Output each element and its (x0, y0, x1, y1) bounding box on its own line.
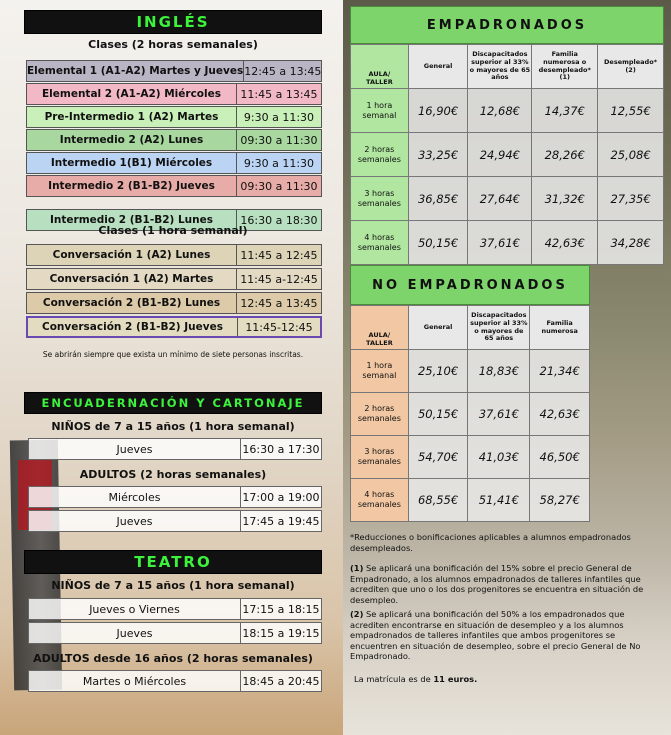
encuadernacion-kids-name: Jueves (29, 439, 241, 459)
bonificacion-note-2 (350, 609, 664, 662)
ingles-class-row (26, 83, 322, 105)
no-empadronados-price: 42,63€ (530, 393, 590, 436)
ingles-class-time: 09:30 a 11:30 (240, 133, 318, 147)
ingles-conversation-time: 11:45 a-12:45 (240, 272, 318, 286)
empadronados-row (351, 89, 664, 133)
ingles-conversation-time: 11:45 a 12:45 (240, 248, 318, 262)
encuadernacion-adults-name: Miércoles (29, 487, 241, 507)
empadronados-row-label: 2 horas semanales (351, 133, 409, 177)
empadronados-header-cell: Familia numerosa o desempleado* (1) (532, 45, 598, 89)
empadronados-price: 34,28€ (598, 221, 664, 265)
no-empadronados-price: 50,15€ (408, 393, 468, 436)
ingles-class-time: 12:45 a 13:45 (244, 64, 322, 78)
ingles-class-time: 11:45 a 13:45 (240, 87, 318, 101)
ingles-class-time: 9:30 a 11:30 (243, 110, 315, 124)
no-empadronados-title-text: NO EMPADRONADOS (372, 277, 568, 293)
no-empadronados-price: 25,10€ (408, 350, 468, 393)
empadronados-row (351, 177, 664, 221)
empadronados-price: 28,26€ (532, 133, 598, 177)
teatro-kids-time: 17:15 a 18:15 (242, 602, 320, 616)
ingles-class-name: Elemental 1 (A1-A2) Martes y Jueves (27, 61, 244, 81)
note-2-number: (2) (350, 609, 364, 619)
no-empadronados-row-label: 4 horas semanales (351, 479, 409, 522)
empadronados-price: 14,37€ (532, 89, 598, 133)
ingles-class-time: 16:30 a 18:30 (240, 213, 318, 227)
teatro-kids-label: NIÑOS de 7 a 15 años (1 hora semanal) (51, 579, 295, 592)
empadronados-price: 24,94€ (468, 133, 532, 177)
no-empadronados-row-label: 1 hora semanal (351, 350, 409, 393)
empadronados-price: 37,61€ (468, 221, 532, 265)
no-empadronados-price: 21,34€ (530, 350, 590, 393)
ingles-conversation-name: Conversación 1 (A2) Martes (27, 269, 237, 289)
empadronados-price: 27,35€ (598, 177, 664, 221)
ingles-conversation-name: Conversación 2 (B1-B2) Lunes (27, 293, 237, 313)
teatro-kids-time: 18:15 a 19:15 (242, 626, 320, 640)
empadronados-price: 16,90€ (408, 89, 468, 133)
no-empadronados-header-cell: Familia numerosa (530, 306, 590, 350)
empadronados-table (350, 44, 664, 265)
teatro-header (24, 550, 322, 574)
empadronados-title-text: EMPADRONADOS (426, 17, 588, 33)
no-empadronados-title (350, 265, 590, 305)
ingles-subtitle-2h: Clases (2 horas semanales) (88, 38, 258, 51)
matricula-note (354, 674, 664, 685)
ingles-class-name: Intermedio 2 (B1-B2) Jueves (27, 176, 237, 196)
ingles-class-row (26, 60, 322, 82)
no-empadronados-price: 54,70€ (408, 436, 468, 479)
teatro-adults-row (28, 670, 322, 692)
empadronados-price: 12,68€ (468, 89, 532, 133)
empadronados-header-cell: Desempleado* (2) (598, 45, 664, 89)
empadronados-price: 12,55€ (598, 89, 664, 133)
ingles-class-time: 09:30 a 11:30 (240, 179, 318, 193)
empadronados-price: 50,15€ (408, 221, 468, 265)
ingles-conversation-time: 12:45 a 13:45 (240, 296, 318, 310)
no-empadronados-row (351, 350, 590, 393)
encuadernacion-header (24, 392, 322, 414)
no-empadronados-price: 41,03€ (468, 436, 530, 479)
note-1-text: Se aplicará una bonificación del 15% sobre el precio General de Empadronado, a los alumnos empadronados de talleres infantiles que acrediten que uno o los dos progenitores se encuentra en situación de desempleo. (350, 563, 644, 605)
ingles-class-row (26, 175, 322, 197)
encuadernacion-adults-name: Jueves (29, 511, 241, 531)
teatro-adults-label: ADULTOS desde 16 años (2 horas semanales) (33, 652, 313, 665)
matricula-value: 11 euros. (433, 674, 478, 684)
matricula-prefix: La matrícula es de (354, 674, 434, 684)
teatro-kids-row (28, 622, 322, 644)
encuadernacion-adults-row (28, 510, 322, 532)
ingles-class-name: Intermedio 1(B1) Miércoles (27, 153, 237, 173)
teatro-adults-name: Martes o Miércoles (29, 671, 241, 691)
ingles-class-name: Pre-Intermedio 1 (A2) Martes (27, 107, 237, 127)
ingles-class-row (26, 129, 322, 151)
empadronados-row-label: 3 horas semanales (351, 177, 409, 221)
ingles-conversation-time: 11:45-12:45 (245, 320, 313, 334)
encuadernacion-adults-time: 17:45 a 19:45 (242, 514, 320, 528)
empadronados-row (351, 133, 664, 177)
no-empadronados-header-cell: AULA/ TALLER (351, 306, 409, 350)
ingles-conversation-row (26, 268, 322, 290)
empadronados-row-label: 1 hora semanal (351, 89, 409, 133)
ingles-subtitle-1h: Clases (1 hora semanal) (98, 224, 248, 237)
no-empadronados-price: 46,50€ (530, 436, 590, 479)
teatro-title: TEATRO (134, 553, 212, 571)
no-empadronados-row (351, 393, 590, 436)
ingles-class-row (26, 152, 322, 174)
no-empadronados-table (350, 305, 590, 522)
reducciones-note: *Reducciones o bonificaciones aplicables a alumnos empadronados desempleados. (350, 532, 631, 553)
empadronados-header-cell: General (408, 45, 468, 89)
no-empadronados-price: 58,27€ (530, 479, 590, 522)
no-empadronados-row-label: 3 horas semanales (351, 436, 409, 479)
ingles-conversation-name: Conversación 1 (A2) Lunes (27, 245, 237, 265)
empadronados-header-row (351, 45, 664, 89)
ingles-title: INGLÉS (136, 13, 210, 31)
ingles-header (24, 10, 322, 34)
empadronados-price: 42,63€ (532, 221, 598, 265)
ingles-conversation-row (26, 244, 322, 266)
encuadernacion-adults-time: 17:00 a 19:00 (242, 490, 320, 504)
encuadernacion-adults-row (28, 486, 322, 508)
empadronados-price: 36,85€ (408, 177, 468, 221)
ingles-conversation-row (26, 292, 322, 314)
ingles-class-time: 9:30 a 11:30 (243, 156, 315, 170)
ingles-class-row (26, 106, 322, 128)
no-empadronados-price: 18,83€ (468, 350, 530, 393)
ingles-class-name: Elemental 2 (A1-A2) Miércoles (27, 84, 237, 104)
empadronados-price: 33,25€ (408, 133, 468, 177)
no-empadronados-header-cell: Discapacitados superior al 33% o mayores de 65 años (468, 306, 530, 350)
no-empadronados-price: 51,41€ (468, 479, 530, 522)
no-empadronados-price: 68,55€ (408, 479, 468, 522)
teatro-kids-name: Jueves o Viernes (29, 599, 241, 619)
encuadernacion-kids-label: NIÑOS de 7 a 15 años (1 hora semanal) (51, 420, 295, 433)
bonificacion-note-1 (350, 563, 664, 605)
no-empadronados-price: 37,61€ (468, 393, 530, 436)
empadronados-price: 25,08€ (598, 133, 664, 177)
empadronados-header-cell: Discapacitados superior al 33% o mayores de 65 años (468, 45, 532, 89)
no-empadronados-header-row (351, 306, 590, 350)
encuadernacion-kids-row (28, 438, 322, 460)
empadronados-price: 27,64€ (468, 177, 532, 221)
ingles-class-name: Intermedio 2 (B1-B2) Lunes (27, 210, 237, 230)
teatro-kids-name: Jueves (29, 623, 241, 643)
note-1-number: (1) (350, 563, 364, 573)
teatro-kids-row (28, 598, 322, 620)
empadronados-header-cell: AULA/ TALLER (351, 45, 409, 89)
ingles-class-name: Intermedio 2 (A2) Lunes (27, 130, 237, 150)
no-empadronados-row-label: 2 horas semanales (351, 393, 409, 436)
ingles-conversation-name: Conversación 2 (B1-B2) Jueves (28, 318, 238, 336)
empadronados-title (350, 6, 664, 44)
encuadernacion-kids-time: 16:30 a 17:30 (242, 442, 320, 456)
no-empadronados-header-cell: General (408, 306, 468, 350)
encuadernacion-adults-label: ADULTOS (2 horas semanales) (79, 468, 267, 481)
empadronados-price: 31,32€ (532, 177, 598, 221)
ingles-note: Se abrirán siempre que exista un mínimo de siete personas inscritas. (42, 350, 304, 359)
empadronados-row-label: 4 horas semanales (351, 221, 409, 265)
no-empadronados-row (351, 479, 590, 522)
empadronados-row (351, 221, 664, 265)
encuadernacion-title: ENCUADERNACIÓN Y CARTONAJE (41, 396, 305, 410)
no-empadronados-row (351, 436, 590, 479)
teatro-adults-time: 18:45 a 20:45 (242, 674, 320, 688)
ingles-conversation-row (26, 316, 322, 338)
note-2-text: Se aplicará una bonificación del 50% a los empadronados que acrediten encontrarse en situación de desempleo y a los alumnos empadronados de talleres infantiles que ambos progenitores se encuentren en situación de desempleo, sobre el precio General de No Empadronado. (350, 609, 641, 662)
